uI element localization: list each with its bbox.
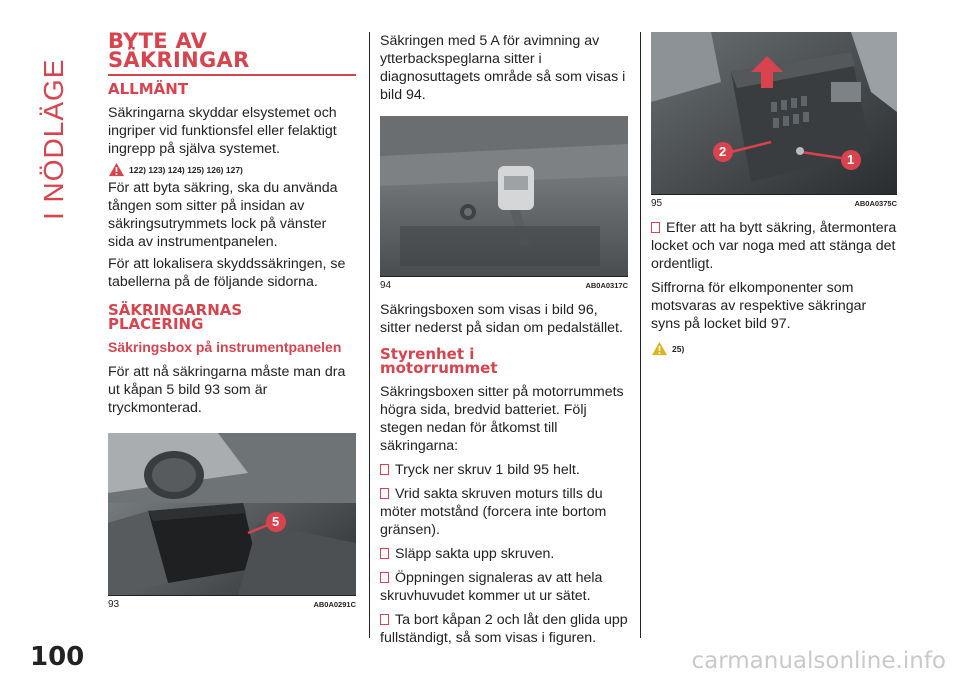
column-3: [651, 32, 897, 358]
diagnosis-socket-photo: [380, 116, 628, 276]
page-title-line2: SÄKRINGAR: [108, 48, 250, 72]
figure-number: 93: [108, 599, 120, 610]
list-item: [380, 485, 628, 539]
figure-95-caption: [651, 198, 897, 209]
paragraph: För att byta säkring, ska du använda tången som sitter på insidan av säkringsutrymmets lock på vänster sida av instrumentpanelen.: [108, 180, 338, 250]
section-heading-line2: motorrummet: [380, 359, 498, 377]
list-item-text: Vrid sakta skruven moturs tills du möter motstånd (forcera inte bortom gränsen).: [380, 486, 607, 538]
section-heading-line2: PLACERING: [108, 315, 204, 333]
figure-rule: [380, 276, 628, 277]
figure-number: 95: [651, 198, 663, 209]
paragraph: För att lokalisera skyddssäkringen, se tabellerna på de följande sidorna.: [108, 256, 346, 290]
figure-number: 94: [380, 280, 392, 291]
checkbox-bullet-icon: [380, 464, 389, 475]
paragraph: För att nå säkringarna måste man dra ut kåpan 5 bild 93 som är tryckmonterad.: [108, 364, 346, 416]
list-item: [380, 461, 628, 479]
watermark: carmanualsonline.info: [691, 648, 946, 674]
warning-refs: [651, 341, 897, 356]
column-2: [380, 32, 628, 653]
subsection-heading: Säkringsbox på instrumentpanelen: [108, 339, 342, 355]
callout-5-label: 5: [272, 514, 280, 529]
figure-94-image: [380, 116, 628, 276]
title-rule: [108, 74, 356, 76]
page-title: [108, 29, 356, 72]
section-heading-placement: [108, 303, 356, 331]
figure-code: AB0A0291C: [313, 600, 356, 609]
column-divider: [369, 32, 370, 638]
list-item: [380, 611, 628, 647]
checkbox-bullet-icon: [380, 572, 389, 583]
figure-93-caption: [108, 599, 356, 610]
figure-95-image: [651, 32, 897, 194]
step-list: [380, 461, 628, 647]
chapter-side-tab: [38, 30, 78, 220]
section-heading-line1: SÄKRINGARNAS: [108, 301, 243, 319]
list-item-text: Tryck ner skruv 1 bild 95 helt.: [395, 462, 580, 478]
chapter-side-tab-label: I NÖDLÄGE: [38, 58, 69, 220]
paragraph: Säkringen med 5 A för avimning av ytterbackspeglarna sitter i diagnosuttagets område så som visas i bild 94.: [380, 33, 626, 103]
figure-code: AB0A0317C: [585, 281, 628, 290]
column-1: [108, 29, 356, 620]
page-title-line1: BYTE AV: [108, 29, 208, 53]
callout-1-label: 1: [847, 152, 855, 167]
warning-triangle-icon: [108, 162, 125, 177]
warning-refs-text: 122) 123) 124) 125) 126) 127): [129, 164, 243, 175]
section-heading-general: ALLMÄNT: [108, 80, 189, 98]
dashboard-fuse-cover-photo: [108, 433, 356, 595]
page-number: 100: [30, 642, 85, 672]
figure-rule: [651, 194, 897, 195]
list-item-text: Öppningen signaleras av att hela skruvhuvudet kommer ut ur sätet.: [380, 570, 603, 604]
checkbox-bullet-icon: [380, 614, 389, 625]
list-item: [651, 219, 897, 273]
checkbox-bullet-icon: [651, 222, 660, 233]
section-heading-line1: Styrenhet i: [380, 345, 475, 363]
warning-refs-text: 25): [672, 343, 685, 354]
paragraph: Säkringarna skyddar elsystemet och ingriper vid funktionsfel eller felaktigt ingrepp på själva systemet.: [108, 105, 337, 157]
figure-93-image: [108, 433, 356, 595]
checkbox-bullet-icon: [380, 488, 389, 499]
figure-rule: [108, 595, 356, 596]
figure-94-caption: [380, 280, 628, 291]
caution-triangle-icon: [651, 341, 668, 356]
checkbox-bullet-icon: [380, 548, 389, 559]
paragraph: Säkringsboxen sitter på motorrummets högra sida, bredvid batteriet. Följ stegen nedan för åtkomst till säkringarna:: [380, 384, 624, 454]
list-item: [380, 569, 628, 605]
warning-refs: [108, 162, 356, 177]
figure-code: AB0A0375C: [854, 199, 897, 208]
list-item: [380, 545, 628, 563]
callout-2-label: 2: [719, 144, 727, 159]
section-heading-engine-compartment: [380, 347, 628, 375]
list-item-text: Efter att ha bytt säkring, återmontera locket och var noga med att stänga det ordentligt.: [651, 220, 897, 272]
list-item-text: Släpp sakta upp skruven.: [395, 546, 555, 562]
paragraph: Säkringsboxen som visas i bild 96, sitter nederst på sidan om pedalstället.: [380, 302, 623, 336]
column-divider: [640, 32, 641, 638]
list-item-text: Ta bort kåpan 2 och låt den glida upp fullständigt, så som visas i figuren.: [380, 612, 628, 646]
paragraph: Siffrorna för elkomponenter som motsvaras av respektive säkringar syns på locket bild 97.: [651, 280, 867, 332]
